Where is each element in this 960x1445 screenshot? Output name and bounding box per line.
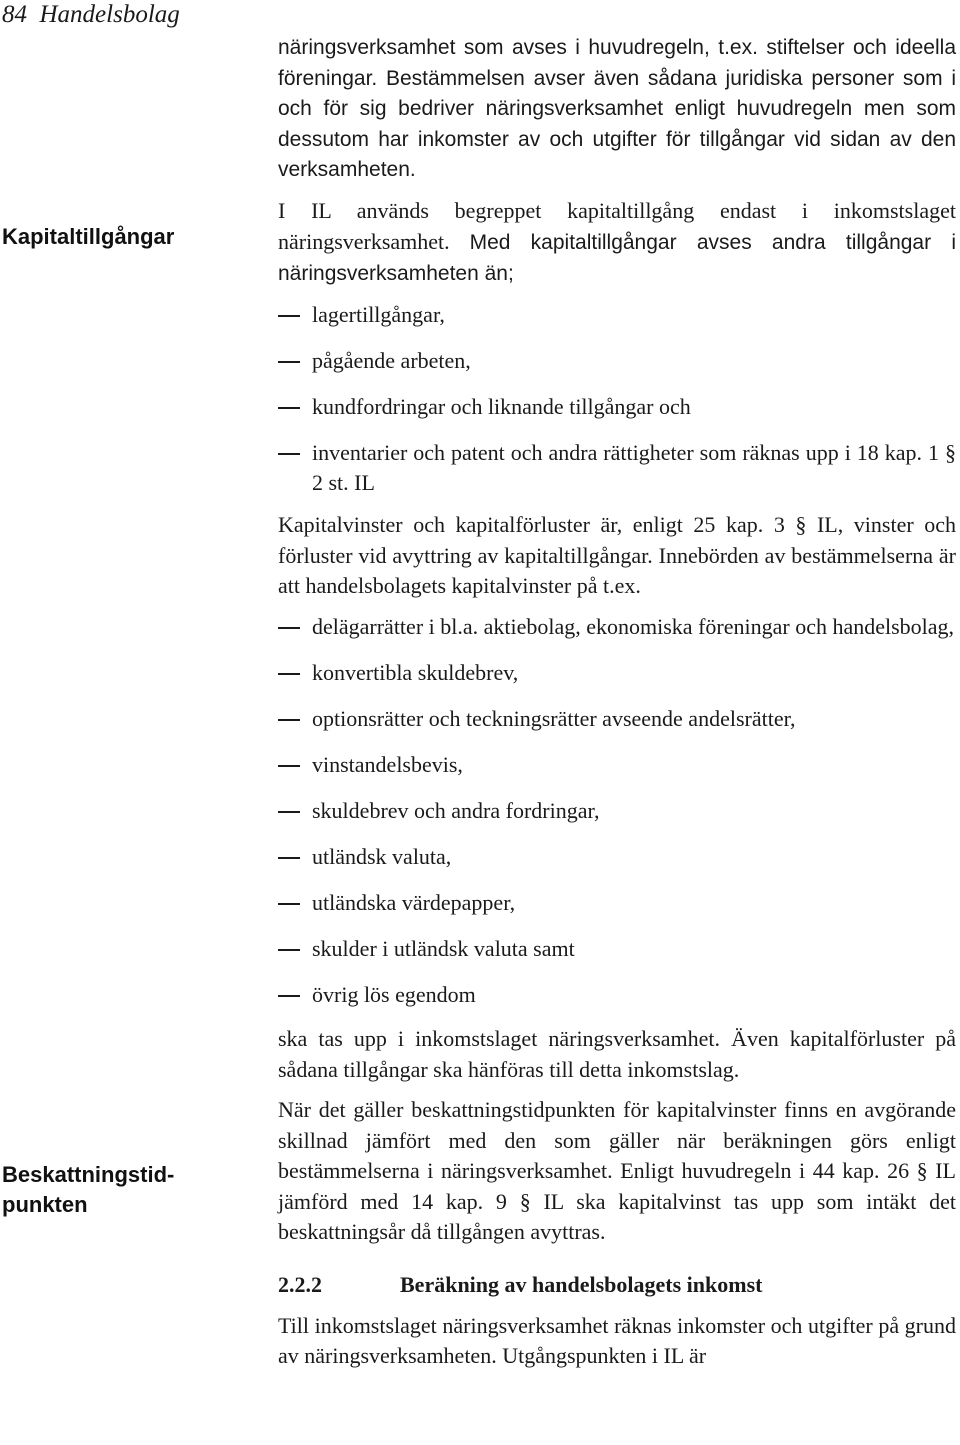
kapitalvinster-paragraph: Kapitalvinster och kapitalförluster är, enligt 25 kap. 3 § IL, vinster och förluster vid avyttring av kapitaltillgångar. Innebörden av bestämmelserna är att handelsbolagets kapitalvinster på t.ex. (278, 512, 956, 599)
list-item: kundfordringar och liknande tillgångar och (278, 392, 956, 423)
after-list-paragraph: ska tas upp i inkomstslaget näringsverksamhet. Även kapitalförluster på sådana tillgångar ska hänföras till detta inkomstslag. (278, 1025, 956, 1082)
list-item: inventarier och patent och andra rättigheter som räknas upp i 18 kap. 1 § 2 st. IL (278, 438, 956, 499)
final-paragraph: Till inkomstslaget näringsverksamhet räknas inkomster och utgifter på grund av näringsverksamheten. Utgångspunkten i IL är (278, 1312, 956, 1369)
list-item: skuldebrev och andra fordringar, (278, 796, 956, 827)
kapital-paragraph-b: Med kapitaltillgångar avses andra tillgångar i näringsverksamheten än; (278, 230, 956, 286)
kapital-paragraph-a: I IL används begreppet kapitaltillgång endast i inkomstslaget näringsverksamhet. (278, 197, 956, 254)
list-item: pågående arbeten, (278, 346, 956, 377)
asset-list (278, 612, 956, 1010)
list-item: utländska värdepapper, (278, 888, 956, 919)
page-header (2, 0, 180, 30)
list-item: optionsrätter och teckningsrätter avseende andelsrätter, (278, 704, 956, 735)
list-item: utländsk valuta, (278, 842, 956, 873)
list-item: konvertibla skuldebrev, (278, 658, 956, 689)
margin-heading-kapitaltillgangar: Kapitaltillgångar (2, 224, 175, 249)
section-number: 2.2.2 (278, 1272, 322, 1298)
section-title: Beräkning av handelsbolagets inkomst (400, 1272, 763, 1298)
list-item: övrig lös egendom (278, 980, 956, 1011)
running-title: Handelsbolag (39, 1, 180, 28)
margin-heading-line-1: Beskattningstid- (2, 1162, 175, 1187)
margin-heading-beskattningstidpunkten (2, 1160, 174, 1220)
beskattning-paragraph: När det gäller beskattningstidpunkten för kapitalvinster finns en avgörande skillnad jämfört med den som gäller när beräkningen görs enligt bestämmelserna i näringsverksamhet. Enligt huvudregeln i 44 kap. 26 § IL jämförd med 14 kap. 9 § IL ska kapitalvinst tas upp som intäkt det beskattningsår då tillgången avyttras. (278, 1097, 956, 1245)
list-item: delägarrätter i bl.a. aktiebolag, ekonomiska föreningar och handelsbolag, (278, 612, 956, 643)
list-item: vinstandelsbevis, (278, 750, 956, 781)
section-heading (278, 1270, 956, 1301)
intro-paragraph: näringsverksamhet som avses i huvudregeln, t.ex. stiftelser och ideella föreningar. Bestämmelsen avser även sådana juridiska personer som i och för sig bedriver näringsverksamhet enligt huvudregeln men som dessutom har inkomster av och utgifter för tillgångar vid sidan av den verksamheten. (278, 36, 956, 182)
list-item: lagertillgångar, (278, 300, 956, 331)
main-text (278, 33, 956, 1372)
list-item: skulder i utländsk valuta samt (278, 934, 956, 965)
kapital-paragraph (278, 196, 956, 290)
margin-heading-line-2: punkten (2, 1192, 88, 1217)
exclusion-list (278, 300, 956, 499)
page-number: 84 (2, 1, 27, 28)
